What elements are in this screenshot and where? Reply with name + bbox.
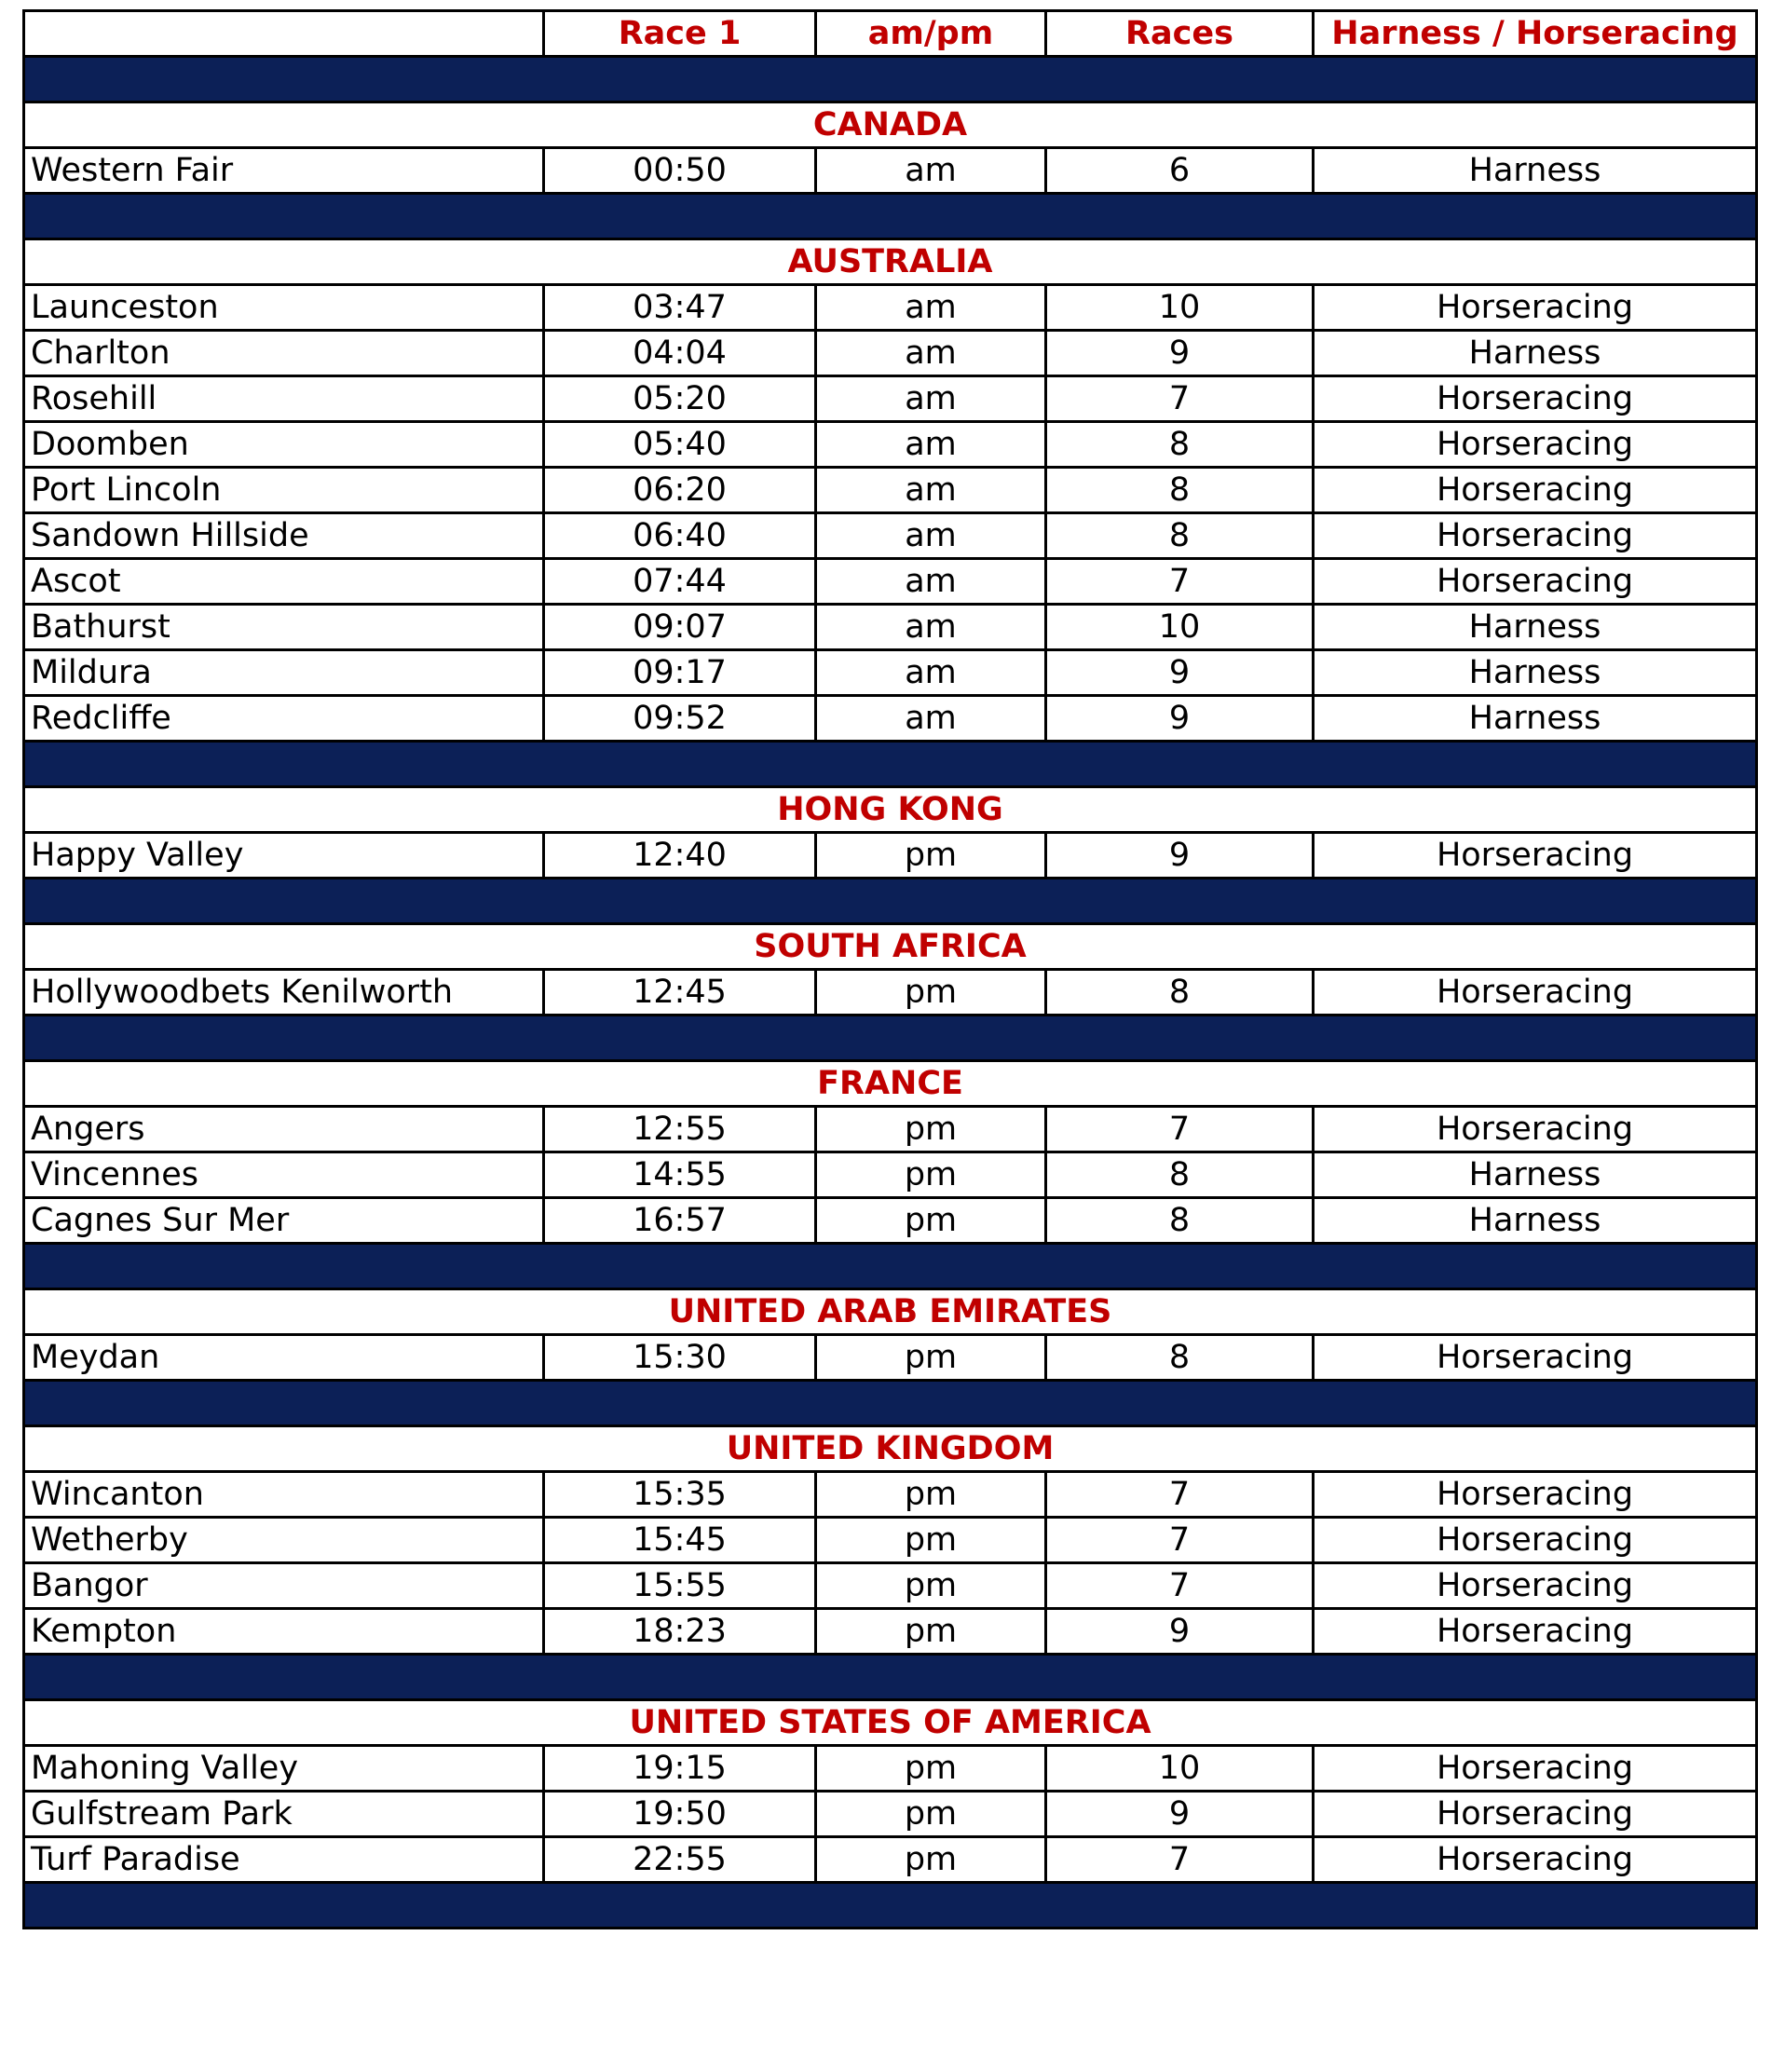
race-count-cell: 10 — [1046, 1746, 1314, 1792]
race-count-cell: 7 — [1046, 376, 1314, 422]
race-count-cell: 9 — [1046, 1609, 1314, 1655]
country-heading-row — [24, 102, 1757, 148]
country-heading-row — [24, 1061, 1757, 1107]
race-count-cell: 7 — [1046, 1837, 1314, 1883]
race1-time-cell: 19:15 — [544, 1746, 816, 1792]
race-count-cell: 8 — [1046, 1198, 1314, 1244]
race-count-cell: 7 — [1046, 1472, 1314, 1518]
table-row — [24, 696, 1757, 742]
race-type-cell: Horseracing — [1314, 970, 1757, 1016]
ampm-cell: pm — [816, 1609, 1046, 1655]
country-heading: UNITED STATES OF AMERICA — [24, 1700, 1757, 1746]
country-heading-row — [24, 924, 1757, 970]
race1-time-cell: 00:50 — [544, 148, 816, 194]
country-heading: HONG KONG — [24, 787, 1757, 833]
ampm-cell: am — [816, 696, 1046, 742]
venue-cell: Vincennes — [24, 1152, 544, 1198]
venue-cell: Bangor — [24, 1563, 544, 1609]
race-schedule-table — [22, 9, 1758, 1929]
table-row — [24, 468, 1757, 513]
race-count-cell: 7 — [1046, 1107, 1314, 1152]
table-row — [24, 1609, 1757, 1655]
race-type-cell: Horseracing — [1314, 833, 1757, 879]
race-count-cell: 9 — [1046, 331, 1314, 376]
race-type-cell: Harness — [1314, 331, 1757, 376]
venue-cell: Kempton — [24, 1609, 544, 1655]
separator-band-cell — [24, 1883, 1757, 1929]
separator-band-cell — [24, 1381, 1757, 1426]
table-row — [24, 1792, 1757, 1837]
race-type-cell: Horseracing — [1314, 1335, 1757, 1381]
separator-band-cell — [24, 1244, 1757, 1289]
table-row — [24, 422, 1757, 468]
race1-time-cell: 12:40 — [544, 833, 816, 879]
race-count-cell: 10 — [1046, 605, 1314, 650]
table-row — [24, 650, 1757, 696]
race-count-cell: 7 — [1046, 559, 1314, 605]
country-heading-row — [24, 1289, 1757, 1335]
race1-time-cell: 16:57 — [544, 1198, 816, 1244]
race-type-cell: Horseracing — [1314, 376, 1757, 422]
race-type-cell: Horseracing — [1314, 1563, 1757, 1609]
race1-time-cell: 03:47 — [544, 285, 816, 331]
table-row — [24, 331, 1757, 376]
race-count-cell: 9 — [1046, 650, 1314, 696]
country-heading-row — [24, 1426, 1757, 1472]
race1-time-cell: 14:55 — [544, 1152, 816, 1198]
separator-band-cell — [24, 194, 1757, 239]
table-row — [24, 1837, 1757, 1883]
separator-band — [24, 742, 1757, 787]
race-count-cell: 8 — [1046, 513, 1314, 559]
table-row — [24, 1107, 1757, 1152]
header-race1: Race 1 — [544, 11, 816, 57]
ampm-cell: pm — [816, 1472, 1046, 1518]
race-count-cell: 8 — [1046, 970, 1314, 1016]
separator-band — [24, 1016, 1757, 1061]
race1-time-cell: 15:30 — [544, 1335, 816, 1381]
header-type: Harness / Horseracing — [1314, 11, 1757, 57]
venue-cell: Gulfstream Park — [24, 1792, 544, 1837]
race1-time-cell: 19:50 — [544, 1792, 816, 1837]
table-row — [24, 376, 1757, 422]
race-type-cell: Horseracing — [1314, 468, 1757, 513]
venue-cell: Mahoning Valley — [24, 1746, 544, 1792]
table-row — [24, 148, 1757, 194]
table-row — [24, 1746, 1757, 1792]
venue-cell: Angers — [24, 1107, 544, 1152]
table-row — [24, 1563, 1757, 1609]
ampm-cell: am — [816, 285, 1046, 331]
venue-cell: Port Lincoln — [24, 468, 544, 513]
ampm-cell: pm — [816, 970, 1046, 1016]
header-races: Races — [1046, 11, 1314, 57]
table-row — [24, 1335, 1757, 1381]
race-type-cell: Horseracing — [1314, 1792, 1757, 1837]
race-type-cell: Horseracing — [1314, 513, 1757, 559]
separator-band — [24, 1381, 1757, 1426]
race1-time-cell: 12:45 — [544, 970, 816, 1016]
race1-time-cell: 06:20 — [544, 468, 816, 513]
race-count-cell: 7 — [1046, 1563, 1314, 1609]
header-venue — [24, 11, 544, 57]
race1-time-cell: 15:45 — [544, 1518, 816, 1563]
race-type-cell: Harness — [1314, 1198, 1757, 1244]
ampm-cell: pm — [816, 1792, 1046, 1837]
venue-cell: Sandown Hillside — [24, 513, 544, 559]
ampm-cell: pm — [816, 1335, 1046, 1381]
race-type-cell: Harness — [1314, 148, 1757, 194]
race-type-cell: Harness — [1314, 1152, 1757, 1198]
race-type-cell: Horseracing — [1314, 1107, 1757, 1152]
race1-time-cell: 15:55 — [544, 1563, 816, 1609]
venue-cell: Happy Valley — [24, 833, 544, 879]
separator-band — [24, 1655, 1757, 1700]
ampm-cell: pm — [816, 1837, 1046, 1883]
ampm-cell: pm — [816, 1746, 1046, 1792]
venue-cell: Turf Paradise — [24, 1837, 544, 1883]
race-count-cell: 9 — [1046, 696, 1314, 742]
ampm-cell: pm — [816, 833, 1046, 879]
separator-band — [24, 879, 1757, 924]
venue-cell: Cagnes Sur Mer — [24, 1198, 544, 1244]
separator-band — [24, 57, 1757, 102]
table-row — [24, 513, 1757, 559]
race1-time-cell: 09:52 — [544, 696, 816, 742]
table-row — [24, 605, 1757, 650]
race-type-cell: Horseracing — [1314, 422, 1757, 468]
race-count-cell: 6 — [1046, 148, 1314, 194]
ampm-cell: am — [816, 331, 1046, 376]
venue-cell: Charlton — [24, 331, 544, 376]
race1-time-cell: 15:35 — [544, 1472, 816, 1518]
race-type-cell: Horseracing — [1314, 559, 1757, 605]
venue-cell: Launceston — [24, 285, 544, 331]
table-row — [24, 559, 1757, 605]
separator-band-cell — [24, 879, 1757, 924]
ampm-cell: am — [816, 559, 1046, 605]
table-row — [24, 833, 1757, 879]
ampm-cell: am — [816, 376, 1046, 422]
ampm-cell: am — [816, 650, 1046, 696]
ampm-cell: pm — [816, 1107, 1046, 1152]
race1-time-cell: 18:23 — [544, 1609, 816, 1655]
race-type-cell: Harness — [1314, 605, 1757, 650]
race1-time-cell: 04:04 — [544, 331, 816, 376]
country-heading: SOUTH AFRICA — [24, 924, 1757, 970]
ampm-cell: pm — [816, 1198, 1046, 1244]
race-type-cell: Horseracing — [1314, 1837, 1757, 1883]
ampm-cell: am — [816, 513, 1046, 559]
ampm-cell: pm — [816, 1563, 1046, 1609]
separator-band — [24, 1883, 1757, 1929]
race-count-cell: 8 — [1046, 468, 1314, 513]
separator-band-cell — [24, 742, 1757, 787]
race1-time-cell: 05:40 — [544, 422, 816, 468]
race-count-cell: 8 — [1046, 422, 1314, 468]
header-ampm: am/pm — [816, 11, 1046, 57]
country-heading: CANADA — [24, 102, 1757, 148]
race-type-cell: Horseracing — [1314, 1472, 1757, 1518]
ampm-cell: am — [816, 422, 1046, 468]
race-type-cell: Harness — [1314, 696, 1757, 742]
separator-band-cell — [24, 1016, 1757, 1061]
venue-cell: Hollywoodbets Kenilworth — [24, 970, 544, 1016]
venue-cell: Doomben — [24, 422, 544, 468]
country-heading-row — [24, 239, 1757, 285]
race-count-cell: 9 — [1046, 833, 1314, 879]
table-row — [24, 285, 1757, 331]
table-row — [24, 1518, 1757, 1563]
separator-band-cell — [24, 57, 1757, 102]
race-count-cell: 8 — [1046, 1152, 1314, 1198]
country-heading: UNITED KINGDOM — [24, 1426, 1757, 1472]
country-heading: FRANCE — [24, 1061, 1757, 1107]
country-heading: UNITED ARAB EMIRATES — [24, 1289, 1757, 1335]
venue-cell: Ascot — [24, 559, 544, 605]
separator-band — [24, 1244, 1757, 1289]
table-row — [24, 970, 1757, 1016]
venue-cell: Bathurst — [24, 605, 544, 650]
race-count-cell: 8 — [1046, 1335, 1314, 1381]
venue-cell: Western Fair — [24, 148, 544, 194]
race-type-cell: Horseracing — [1314, 1609, 1757, 1655]
race1-time-cell: 22:55 — [544, 1837, 816, 1883]
country-heading-row — [24, 787, 1757, 833]
ampm-cell: am — [816, 148, 1046, 194]
table-row — [24, 1472, 1757, 1518]
race1-time-cell: 12:55 — [544, 1107, 816, 1152]
venue-cell: Rosehill — [24, 376, 544, 422]
ampm-cell: pm — [816, 1152, 1046, 1198]
venue-cell: Meydan — [24, 1335, 544, 1381]
race-type-cell: Horseracing — [1314, 285, 1757, 331]
separator-band — [24, 194, 1757, 239]
race1-time-cell: 09:07 — [544, 605, 816, 650]
race-count-cell: 7 — [1046, 1518, 1314, 1563]
race1-time-cell: 05:20 — [544, 376, 816, 422]
table-row — [24, 1152, 1757, 1198]
ampm-cell: pm — [816, 1518, 1046, 1563]
table-row — [24, 1198, 1757, 1244]
race-count-cell: 10 — [1046, 285, 1314, 331]
race-type-cell: Horseracing — [1314, 1518, 1757, 1563]
separator-band-cell — [24, 1655, 1757, 1700]
venue-cell: Wincanton — [24, 1472, 544, 1518]
country-heading-row — [24, 1700, 1757, 1746]
header-row — [24, 11, 1757, 57]
race-type-cell: Harness — [1314, 650, 1757, 696]
race-count-cell: 9 — [1046, 1792, 1314, 1837]
race1-time-cell: 09:17 — [544, 650, 816, 696]
race1-time-cell: 06:40 — [544, 513, 816, 559]
ampm-cell: am — [816, 605, 1046, 650]
venue-cell: Mildura — [24, 650, 544, 696]
ampm-cell: am — [816, 468, 1046, 513]
country-heading: AUSTRALIA — [24, 239, 1757, 285]
venue-cell: Wetherby — [24, 1518, 544, 1563]
schedule-body — [24, 57, 1757, 1929]
race1-time-cell: 07:44 — [544, 559, 816, 605]
race-type-cell: Horseracing — [1314, 1746, 1757, 1792]
venue-cell: Redcliffe — [24, 696, 544, 742]
